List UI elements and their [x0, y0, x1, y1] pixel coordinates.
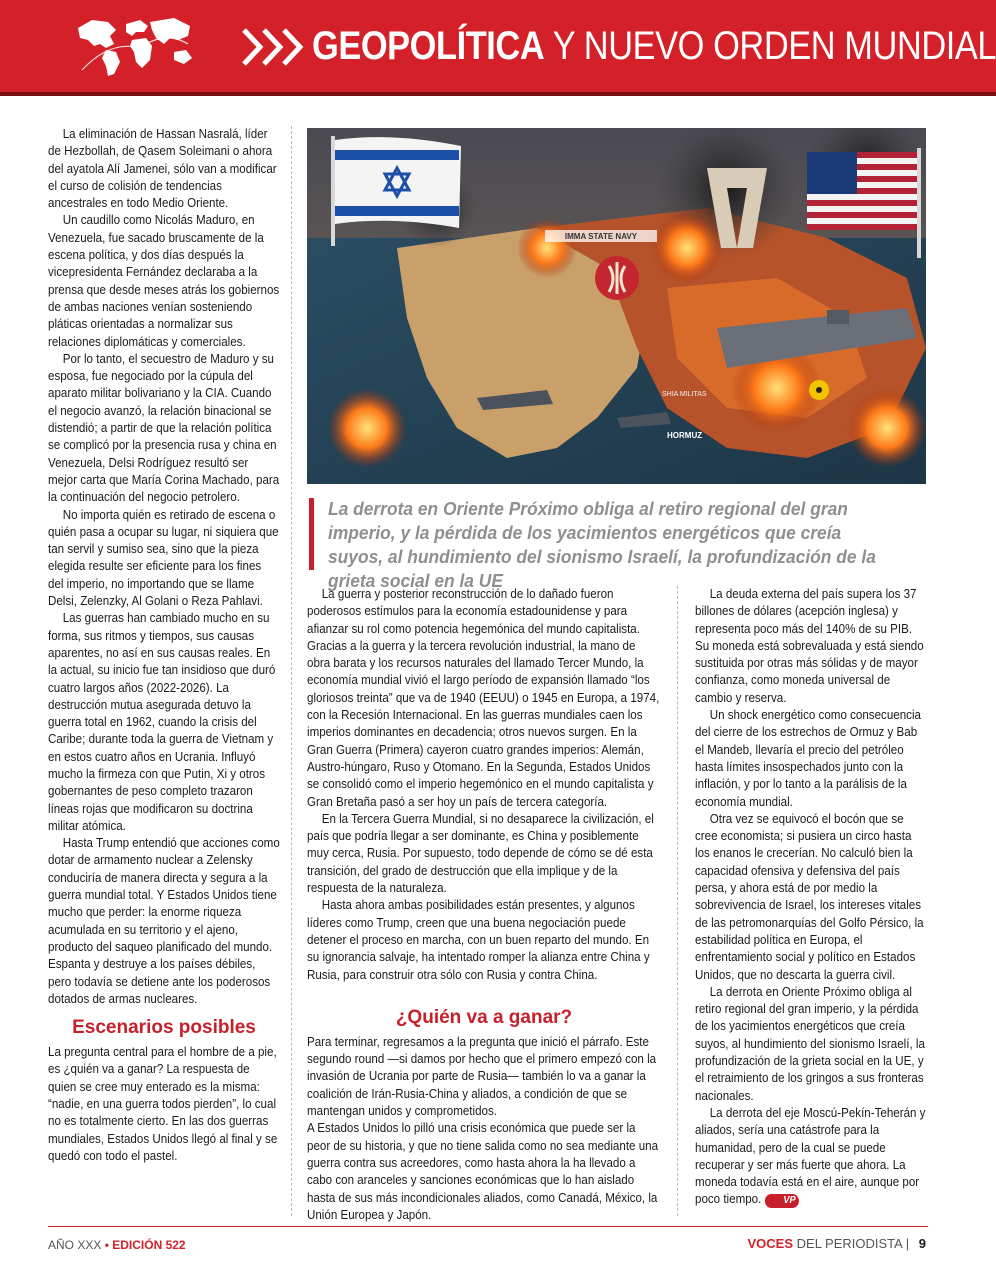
header-divider	[0, 92, 996, 96]
photo-label: HORMUZ	[667, 431, 703, 440]
left-paragraph: Hasta Trump entendió que acciones como dotar de armamento nuclear a Zelensky conduciría de manera directa y segura a la guerra mundial total. Y Estados Unidos tiene mucho que perder: la enorme riqueza acumulada en su territorio y el ajeno, producto del saqueo planificado del mundo. Espanta y destruye a los países débiles, pero todavía se detiene ante los poderosos dotados de armas nucleares.	[48, 836, 280, 1006]
right-paragraph-text: La derrota del eje Moscú-Pekín-Teherán y aliados, sería una catástrofe para la humanidad, pero de la cual se puede recuperar y ser más fuerte que ahora. La moneda todavía está en el aire, aunque por poco tiempo.	[695, 1105, 926, 1207]
section-title-light: Y NUEVO ORDEN MUNDIAL	[552, 24, 996, 68]
section-title	[312, 20, 996, 72]
footer-brand	[748, 1236, 927, 1251]
middle-paragraph: Hasta ahora ambas posibilidades están presentes, y algunos líderes como Trump, creen que una buena negociación puede detener el proceso en marcha, con un buen reparto del mundo. En su ignorancia salvaje, ha intentado romper la alianza entre China y Rusia, para construir otra sólo con Rusia y contra China.	[307, 898, 650, 982]
footer-rule	[48, 1226, 928, 1227]
war-illustration-art	[307, 128, 926, 484]
right-paragraph: Un shock energético como consecuencia del cierre de los estrechos de Ormuz y Bab el Mandeb, llevaría el precio del petróleo hasta límites insospechados junto con la inflación, y por lo tanto a la parálisis de la economía mundial.	[695, 708, 921, 809]
footer-edition	[48, 1238, 186, 1252]
left-paragraph: Por lo tanto, el secuestro de Maduro y su esposa, fue negociado por la cúpula del aparato militar bolivariano y la CIA. Cuando el negocio avanzó, la relación binacional se distendió; a partir de que la relación política se complicó por la presencia rusa y china en Venezuela, Delsi Rodríguez resultó ser mejor carta que María Corina Machado, para la continuación del negocio petrolero.	[48, 351, 280, 505]
middle-paragraph: A Estados Unidos lo pilló una crisis económica que puede ser la peor de su historia, y que no tiene salida como no sea mediante una guerra contra sus acreedores, como hasta ahora la ha llevado a cabo con aranceles y sanciones económicas que lo han aislado hasta de sus más incondicionales aliados, como Canadá, México, la Unión Europea y Japón.	[307, 1121, 659, 1222]
column-divider	[677, 586, 678, 1216]
footer-edition-number: EDICIÓN 522	[112, 1238, 186, 1252]
right-paragraph: La deuda externa del país supera los 37 billones de dólares (acepción inglesa) y representa poco más del 140% de su PIB. Su moneda está sobrevaluada y está siendo sustituida por otras más sólidas y de mayor confianza, como moneda universal de cambio y reserva.	[695, 587, 924, 705]
photo-label: SHIA MILITAS	[662, 391, 707, 398]
footer-year: AÑO XXX	[48, 1238, 102, 1252]
footer-separator: |	[905, 1236, 910, 1251]
middle-column	[307, 586, 661, 1224]
footer-brand-name: VOCES	[747, 1236, 794, 1251]
middle-paragraph: En la Tercera Guerra Mundial, si no desaparece la civilización, el país que podría llegar a ser dominante, es China y posiblemente muy cerca, Rusia. Por supuesto, todo depende de cómo se dé esta transición, del grado de destrucción que ella implique y de la respuesta de la naturaleza.	[307, 811, 654, 896]
vp-end-badge: VP	[765, 1194, 799, 1208]
left-paragraph: La pregunta central para el hombre de a pie, es ¿quién va a ganar? La respuesta de quien se cree muy enterado es la misma: “nadie, en una guerra todos pierden”, lo cual no es totalmente cierto. En las dos guerras mundiales, Estados Unidos llegó al final y se quedó con todo el pastel.	[48, 1045, 278, 1163]
footer-bullet: •	[104, 1238, 109, 1252]
middle-paragraph: Para terminar, regresamos a la pregunta que inició el párrafo. Este segundo round —si damos por hecho que el primero empezó con la invasión de Ucrania por parte de Rusia— también lo va a ganar la coalición de Irán-Rusia-China y aliados, a condición de que se mantengan unidos y comprometidos.	[307, 1034, 657, 1119]
left-column	[48, 126, 280, 1165]
middle-paragraph: La guerra y posterior reconstrucción de lo dañado fueron poderosos estímulos para la economía estadounidense y para afianzar su rol como potencia hegemónica del mundo capitalista. Gracias a la guerra y la tercera revolución industrial, la mano de obra barata y los recursos naturales del llamado Tercer Mundo, la economía mundial vivió el largo período de expansión llamado “los gloriosos treinta” que va de 1940 (EEUU) o 1945 en Europa, a 1974, con la Recesión Internacional. En las guerras mundiales caen los imperios dominantes en decadencia; otros nuevos surgen. En la Gran Guerra (Primera) cayeron cuatro grandes imperios: Alemán, Austro-húngaro, Ruso y Otomano. En la Segunda, Estados Unidos se consolidó como el imperio hegemónico en el mundo capitalista y Gran Bretaña pasó a ser hoy un país de tercera categoría.	[307, 587, 660, 809]
war-illustration-image	[307, 128, 926, 484]
left-paragraph: Las guerras han cambiado mucho en su forma, sus ritmos y tiempos, sus causas aparentes, no así en sus causas reales. En la actual, su inicio fue tan insidioso que duró cuatro largos años (2022-2026). La destrucción mutua asegurada detuvo la guerra total en 1962, cuando la crisis del Caribe; durante toda la guerra de Vietnam y en estos cuatro años en Ucrania. Influyó mucho la firmeza con que Putin, Xi y otros gobernantes de peso completo trazaron líneas rojas que modificaron su doctrina militar atómica.	[48, 611, 276, 833]
column-divider	[291, 126, 292, 1216]
pull-quote: La derrota en Oriente Próximo obliga al retiro regional del gran imperio, y la pérdida de los yacimientos energéticos que creía suyos, al hundimiento del sionismo Israelí, la profundización de la grieta social en la UE	[328, 498, 876, 591]
left-paragraph: No importa quién es retirado de escena o quién pasa a ocupar su lugar, ni siquiera que tan servil y sumiso sea, sino que la pieza elegida resulte ser eficiente para los fines del imperio, no importando que se llame Delsi, Zelenzky, Al Golani o Reza Pahlavi.	[48, 507, 279, 609]
right-paragraph: Otra vez se equivocó el bocón que se cree economista; si pusiera un circo hasta los enanos le crecerían. No calculó bien la capacidad ofensiva y defensiva del país persa, y ahora está de por medio la sobrevivencia de Israel, los intereses vitales de las petromonarquías del Golfo Pérsico, la estabilidad política en Europa, el enfrentamiento social y político en Estados Unidos, que no descarta la guerra civil.	[695, 811, 924, 982]
subhead-quien-va-a-ganar: ¿Quién va a ganar?	[395, 1006, 573, 1028]
right-paragraph-last	[695, 1105, 927, 1209]
world-map-icon	[70, 10, 200, 82]
page-number: 9	[918, 1236, 926, 1251]
subhead-escenarios: Escenarios posibles	[72, 1017, 256, 1039]
section-header	[0, 0, 996, 92]
left-paragraph: La eliminación de Hassan Nasralá, líder de Hezbollah, de Qasem Soleimani o ahora del ayatola Alí Jamenei, sólo van a modificar el curso de colisión de tendencias ancestrales en todo Medio Oriente.	[48, 127, 277, 211]
right-column	[695, 586, 927, 1209]
photo-label: IMMA STATE NAVY	[564, 232, 638, 241]
caption-accent-bar	[309, 498, 314, 570]
right-paragraph: La derrota en Oriente Próximo obliga al retiro regional del gran imperio, y la pérdida de los yacimientos energéticos que creía suyos, al hundimiento del sionismo Israelí, la profundización de la grieta social en la UE, y el retraimiento de los gringos a sus fronteras nacionales.	[695, 984, 925, 1103]
left-paragraph: Un caudillo como Nicolás Maduro, en Venezuela, fue sacado bruscamente de la escena política, y dos días después la vicepresidenta Fernández declaraba a la prensa que desde meses atrás los gobiernos de ambas naciones venían sosteniendo pláticas orientadas a normalizar sus relaciones diplomáticas y comerciales.	[48, 213, 280, 349]
section-title-bold: GEOPOLÍTICA	[312, 24, 545, 68]
chevrons-icon	[240, 26, 310, 68]
footer-brand-rest: DEL PERIODISTA	[796, 1236, 903, 1251]
